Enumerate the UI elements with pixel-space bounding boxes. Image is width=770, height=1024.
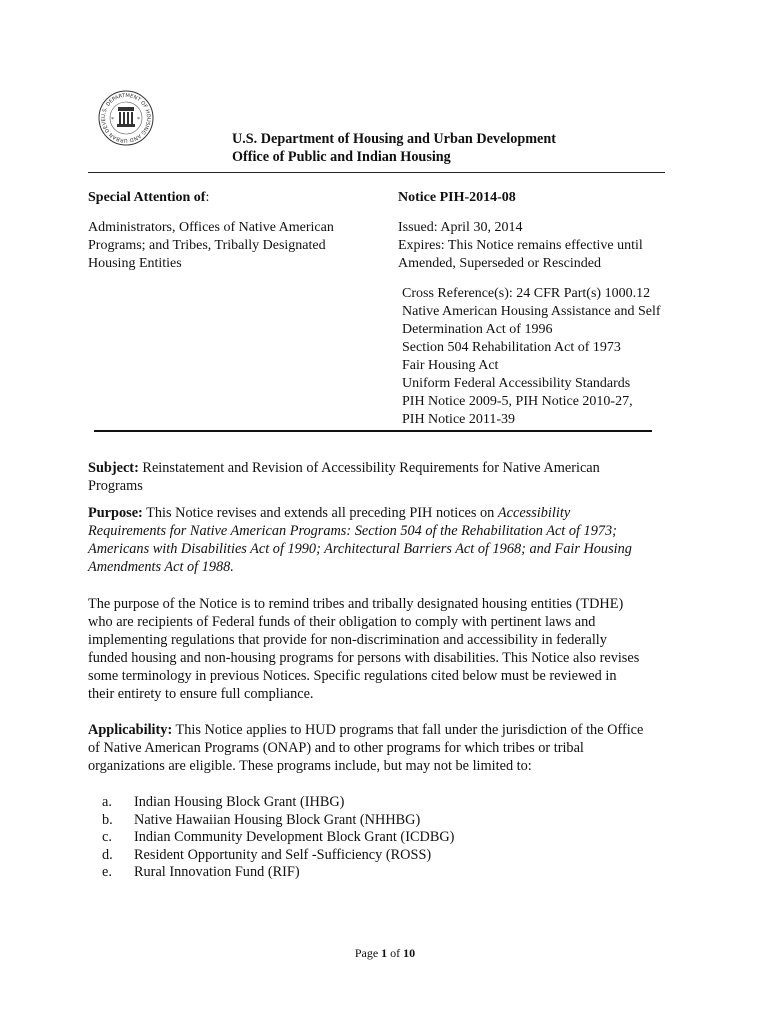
list-marker: a.: [102, 794, 112, 810]
subject-text: Reinstatement and Revision of Accessibility Requirements for Native American: [138, 460, 600, 476]
list-item: [102, 794, 454, 812]
expires-line: Expires: This Notice remains effective until: [398, 238, 643, 253]
applicability-text: of Native American Programs (ONAP) and to other programs for which tribes or tribal: [88, 740, 584, 756]
page-number: 1: [381, 946, 388, 960]
applicability-text: This Notice applies to HUD programs that fall under the jurisdiction of the Office: [172, 722, 644, 738]
paragraph-line: implementing regulations that provide for non-discrimination and accessibility in federally: [88, 632, 607, 648]
list-item: [102, 812, 454, 830]
svg-text:U.S. DEPARTMENT OF HOUSING AND: U.S. DEPARTMENT OF HOUSING AND URBAN DEVE: [100, 92, 152, 144]
program-name: Indian Housing Block Grant (IHBG): [134, 794, 345, 810]
section-divider: [94, 430, 652, 432]
addressees: [88, 219, 378, 273]
hud-seal-logo: [98, 90, 154, 146]
purpose-paragraph: [88, 595, 688, 703]
purpose-lead: This Notice revises and extends all preceding PIH notices on: [142, 505, 498, 521]
paragraph-line: their entirety to ensure full compliance.: [88, 686, 314, 702]
purpose-section: [88, 504, 688, 576]
page-total: 10: [403, 946, 416, 960]
applicability-label: Applicability:: [88, 722, 173, 738]
special-attention-colon: :: [205, 190, 210, 205]
purpose-italic: Amendments Act of 1988.: [88, 559, 234, 575]
purpose-italic: Americans with Disabilities Act of 1990; Architectural Barriers Act of 1968; and Fair Housing: [88, 541, 632, 557]
cross-ref-line: PIH Notice 2009-5, PIH Notice 2010-27,: [402, 394, 633, 409]
list-marker: c.: [102, 829, 112, 845]
subject-section: [88, 459, 688, 495]
svg-text:*: *: [137, 117, 140, 123]
of-word: of: [387, 946, 404, 960]
header-divider: [88, 172, 665, 173]
cross-ref-line: Determination Act of 1996: [402, 322, 553, 337]
list-marker: b.: [102, 811, 113, 828]
page-word: Page: [354, 946, 382, 960]
addressee-line: Housing Entities: [88, 256, 182, 271]
program-name: Resident Opportunity and Self -Sufficiency (ROSS): [134, 846, 432, 863]
agency-name: U.S. Department of Housing and Urban Development: [232, 131, 556, 147]
program-name: Indian Community Development Block Grant (ICDBG): [134, 829, 455, 845]
cross-ref-line: Cross Reference(s): 24 CFR Part(s) 1000.12: [402, 286, 651, 301]
paragraph-line: The purpose of the Notice is to remind tribes and tribally designated housing entities (TDHE): [88, 596, 624, 612]
addressee-line: Programs; and Tribes, Tribally Designated: [88, 238, 326, 253]
office-name: Office of Public and Indian Housing: [232, 149, 451, 165]
expires-line: Amended, Superseded or Rescinded: [398, 256, 601, 271]
program-list: [102, 794, 454, 882]
issued-date: Issued: April 30, 2014: [398, 220, 523, 235]
list-item: [102, 829, 454, 847]
list-item: [102, 847, 454, 865]
subject-label: Subject:: [88, 460, 139, 476]
notice-number: Notice PIH-2014-08: [398, 190, 516, 205]
cross-ref-line: Fair Housing Act: [402, 358, 499, 373]
agency-header: [232, 130, 556, 166]
paragraph-line: funded housing and non-housing programs for persons with disabilities. This Notice also revises: [88, 650, 640, 666]
program-name: Native Hawaiian Housing Block Grant (NHHBG): [134, 811, 421, 828]
purpose-italic: Requirements for Native American Programs: Section 504 of the Rehabilitation Act of 1973;: [88, 523, 617, 539]
program-name: Rural Innovation Fund (RIF): [134, 864, 300, 880]
list-marker: e.: [102, 864, 112, 880]
list-marker: d.: [102, 846, 113, 863]
applicability-section: [88, 721, 688, 775]
paragraph-line: some terminology in previous Notices. Specific regulations cited below must be reviewed in: [88, 668, 617, 684]
addressee-line: Administrators, Offices of Native American: [88, 220, 334, 235]
cross-ref-line: Native American Housing Assistance and Self: [402, 304, 661, 319]
notice-dates: [398, 219, 698, 273]
cross-ref-line: Uniform Federal Accessibility Standards: [402, 376, 631, 391]
cross-ref-line: PIH Notice 2011-39: [402, 412, 516, 427]
page-footer: [0, 946, 770, 961]
cross-ref-line: Section 504 Rehabilitation Act of 1973: [402, 340, 621, 355]
purpose-label: Purpose:: [88, 505, 143, 521]
list-item: [102, 864, 454, 882]
paragraph-line: who are recipients of Federal funds of their obligation to comply with pertinent laws and: [88, 614, 596, 630]
purpose-italic: Accessibility: [497, 505, 571, 521]
svg-text:*: *: [111, 117, 114, 123]
special-attention: [88, 189, 378, 207]
subject-text: Programs: [88, 478, 143, 494]
special-attention-label: Special Attention of: [88, 190, 206, 205]
cross-references: [402, 285, 661, 429]
applicability-text: organizations are eligible. These programs include, but may not be limited to:: [88, 758, 532, 774]
